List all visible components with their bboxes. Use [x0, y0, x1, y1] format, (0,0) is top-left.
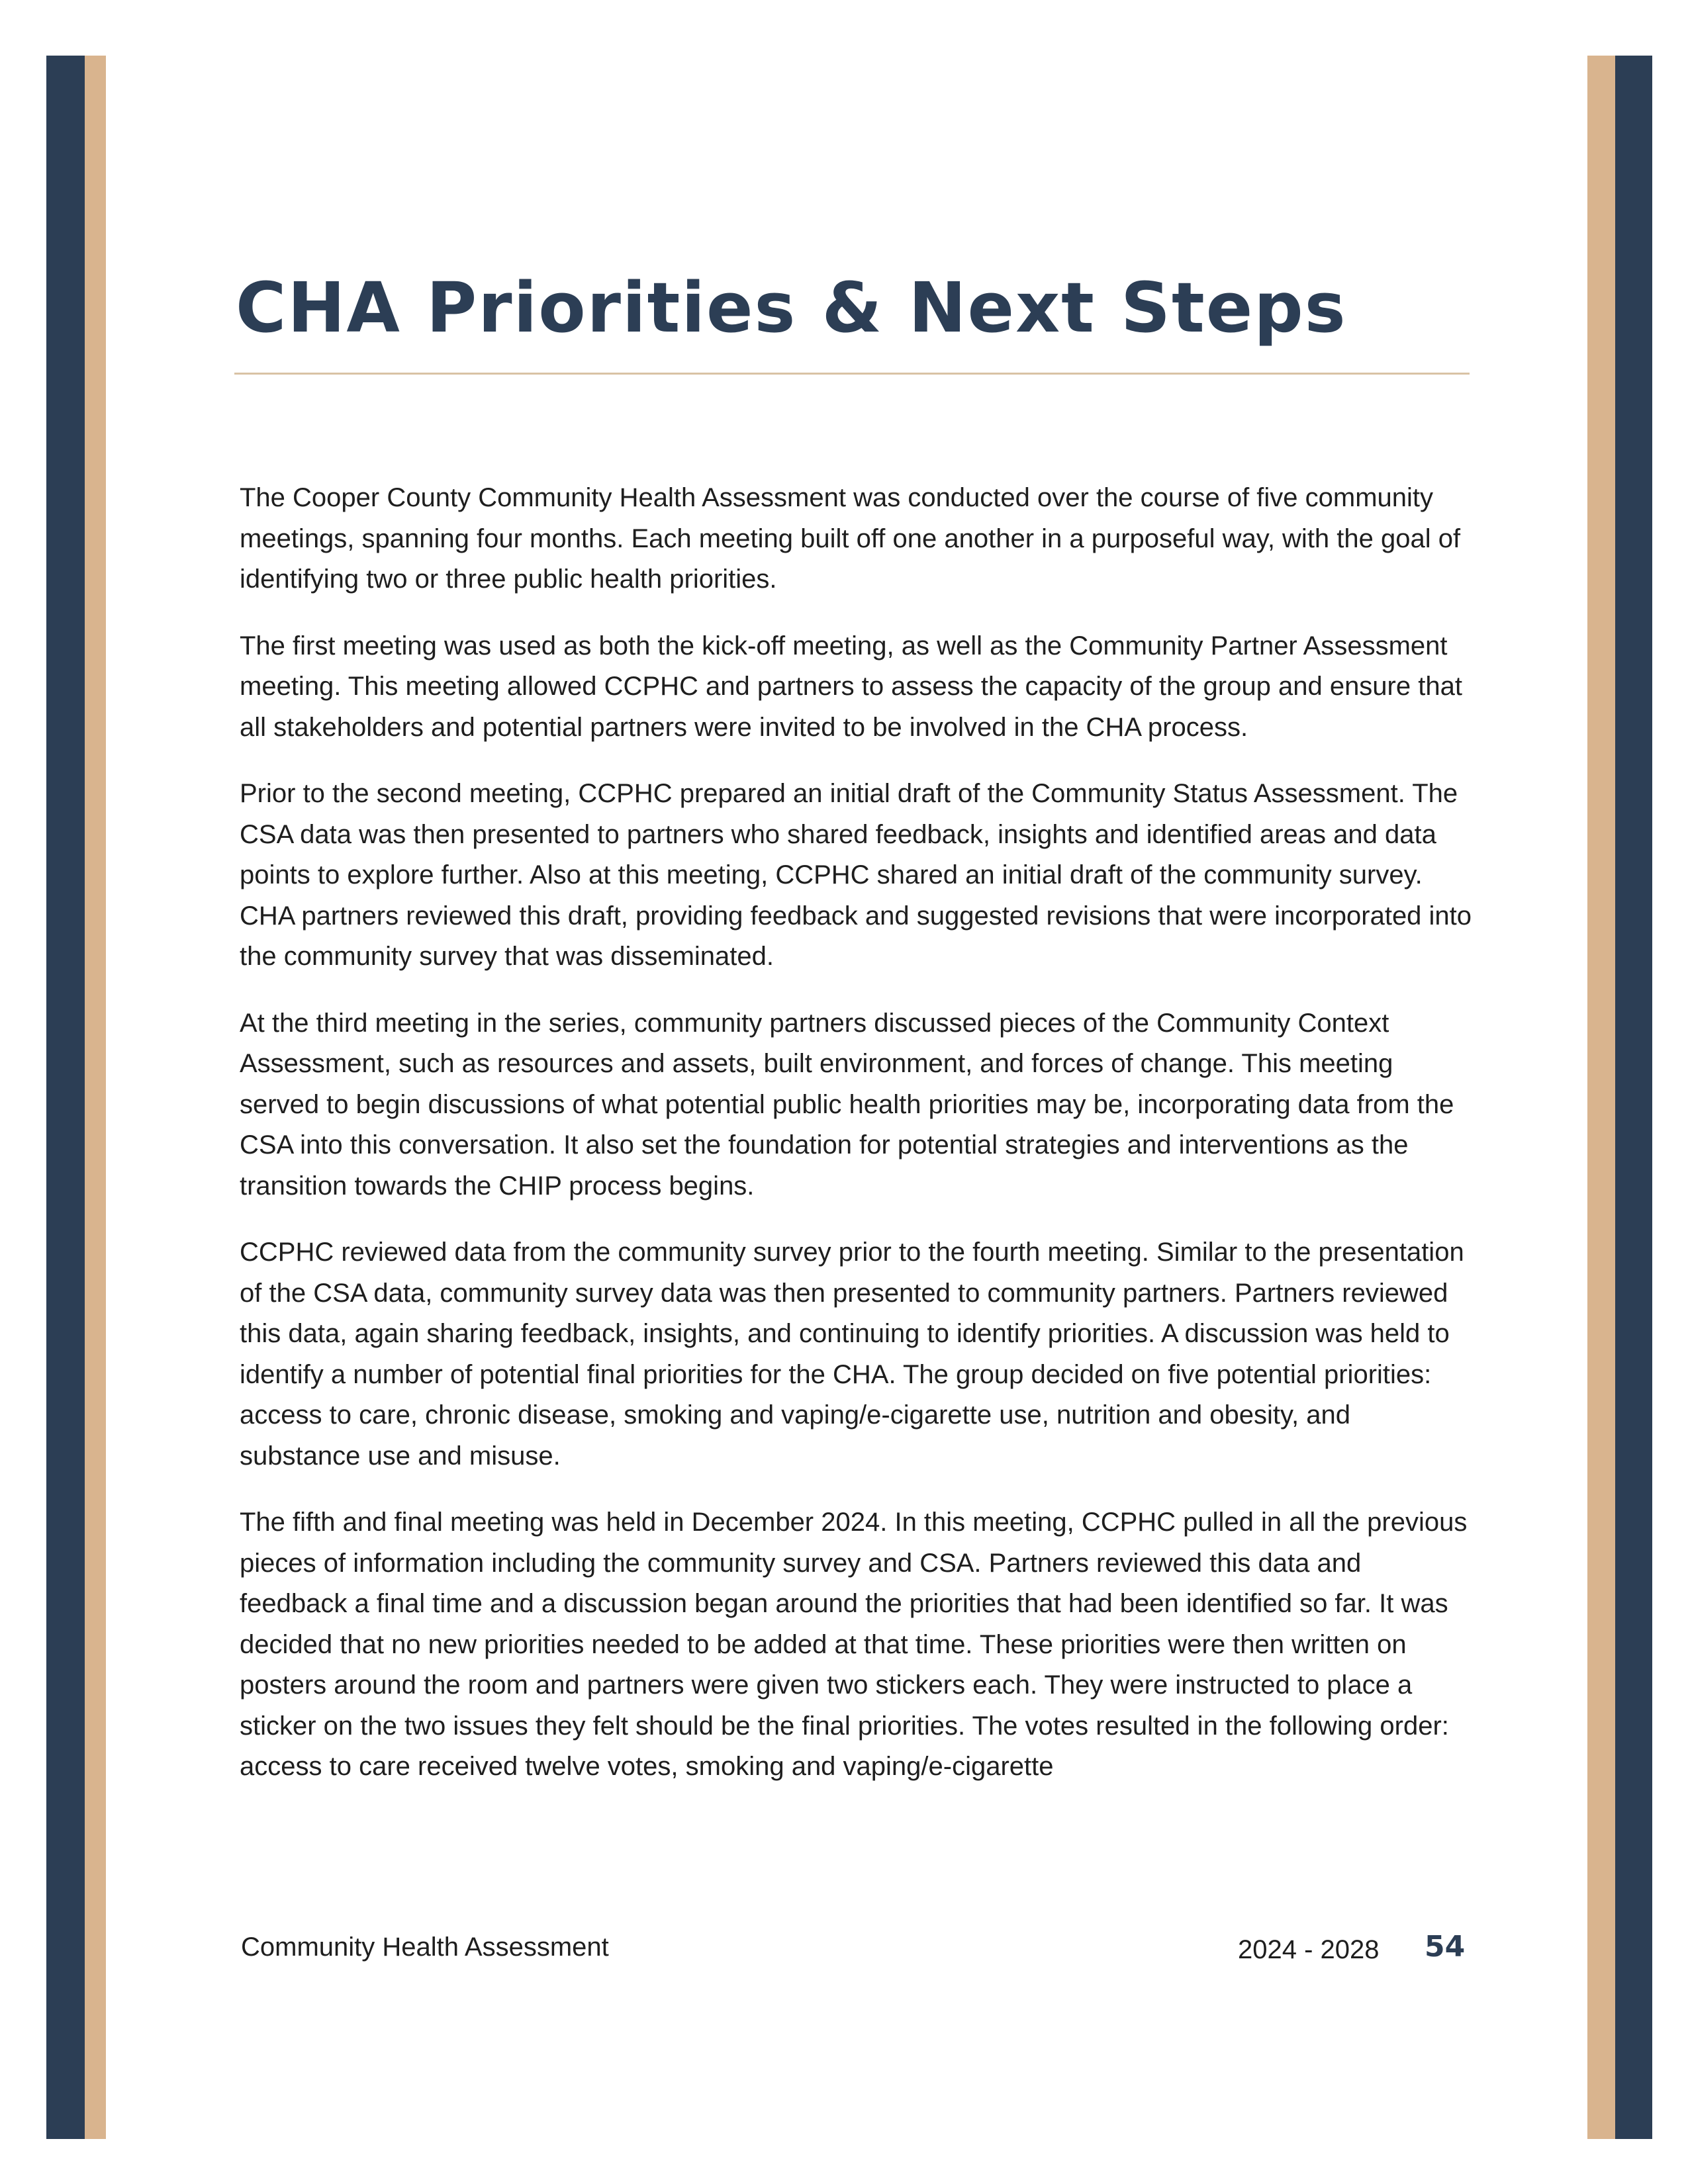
- left-border-navy-stripe: [46, 56, 85, 2139]
- footer-years: 2024 - 2028: [1238, 1935, 1380, 1964]
- body-text: [240, 478, 1475, 1813]
- paragraph: The first meeting was used as both the kick-off meeting, as well as the Community Partner Assessment meeting. This meeting allowed CCPHC and partners to assess the capacity of the group and ensure that all stakeholders and potential partners were invited to be involved in the CHA process.: [240, 631, 1462, 742]
- paragraph: Prior to the second meeting, CCPHC prepared an initial draft of the Community Status Assessment. The CSA data was then presented to partners who shared feedback, insights and identified areas and data points to explore further. Also at this meeting, CCPHC shared an initial draft of the community survey. CHA partners reviewed this draft, providing feedback and suggested revisions that were incorporated into the community survey that was disseminated.: [240, 779, 1472, 971]
- page-number: 54: [1425, 1930, 1466, 1964]
- right-border-tan-stripe: [1587, 56, 1615, 2139]
- paragraph: The Cooper County Community Health Assessment was conducted over the course of five community meetings, spanning four months. Each meeting built off one another in a purposeful way, with the goal of identifying two or three public health priorities.: [240, 483, 1461, 594]
- left-border-tan-stripe: [85, 56, 106, 2139]
- paragraph: CCPHC reviewed data from the community survey prior to the fourth meeting. Similar to the presentation of the CSA data, community survey data was then presented to community partners. Partners reviewed this data, again sharing feedback, insights, and continuing to identify priorities. A discussion was held to identify a number of potential final priorities for the CHA. The group decided on five potential priorities: access to care, chronic disease, smoking and vaping/e-cigarette use, nutrition and obesity, and substance use and misuse.: [240, 1238, 1464, 1471]
- right-border-navy-stripe: [1615, 56, 1652, 2139]
- page-title: CHA Priorities & Next Steps: [236, 267, 1347, 348]
- paragraph: At the third meeting in the series, community partners discussed pieces of the Community Context Assessment, such as resources and assets, built environment, and forces of change. This meeting served to begin discussions of what potential public health priorities may be, incorporating data from the CSA into this conversation. It also set the foundation for potential strategies and interventions as the transition towards the CHIP process begins.: [240, 1008, 1454, 1201]
- footer-document-name: Community Health Assessment: [241, 1933, 609, 1962]
- title-divider: [234, 373, 1470, 375]
- paragraph: The fifth and final meeting was held in December 2024. In this meeting, CCPHC pulled in all the previous pieces of information including the community survey and CSA. Partners reviewed this data and feedback a final time and a discussion began around the priorities that had been identified so far. It was decided that no new priorities needed to be added at that time. These priorities were then written on posters around the room and partners were given two stickers each. They were instructed to place a sticker on the two issues they felt should be the final priorities. The votes resulted in the following order: access to care received twelve votes, smoking and vaping/e-cigarette: [240, 1508, 1468, 1781]
